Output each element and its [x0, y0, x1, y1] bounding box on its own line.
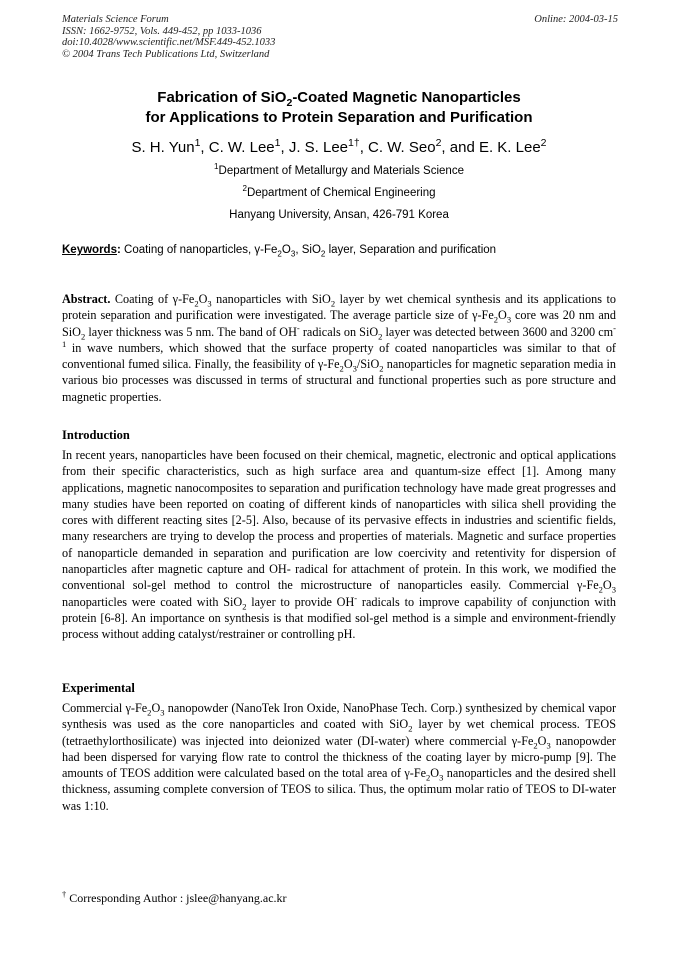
paper-title	[0, 88, 678, 128]
affiliation-1	[0, 164, 678, 178]
issn-line: ISSN: 1662-9752, Vols. 449-452, pp 1033-1036	[62, 25, 262, 37]
author-affiliation-mark: 2	[540, 137, 547, 149]
introduction-text: In recent years, nanoparticles have been focused on their chemical, magnetic, electronic and optical applications from their specific characteristics, such as high surface area and quantum-size effect [1]. Among many applications, magnetic nanocomposites to separation and purification technology have made great progresses and many studies have been reported on coating of different kinds of nanoparticles with silica shell providing the cores with different reacting sites [2-5]. Also, because of its pervasive effects in industries and scientific fields, many researchers are trying to develop the process and properties of materials. Magnetic and surface properties of nanoparticle demanded in separation and purification are low coercivity and retentivity for dispersion of nanoparticles after magnetic capture and OH- radical for attachment of protein. In this work, we modified the conventional sol-gel method to control the microstructure of nanoparticles easily. Commercial $\gamma-Fe_2O_3$ nanoparticles were coated with SiO$_2$ layer to provide OH- radicals to improve capability of conjunction with protein [6-8]. An importance on synthesis is that modified sol-gel method is a simple and environment-friendly process without adding catalyst/restrainer or controlling pH.	[62, 448, 616, 642]
keywords-label: Keywords	[62, 244, 117, 256]
keywords	[62, 243, 618, 257]
footnote-text[interactable]: Corresponding Author : jslee@hanyang.ac.kr	[66, 891, 287, 905]
title-line-2: for Applications to Protein Separation and Purification	[145, 109, 533, 126]
corresponding-author-footnote	[62, 890, 287, 906]
doi-line[interactable]: doi:10.4028/www.scientific.net/MSF.449-452.1033	[62, 37, 276, 48]
experimental-heading: Experimental	[62, 681, 135, 695]
keywords-text: Coating of nanoparticles, $\gamma-Fe_2O_3$, SiO$_2$ layer, Separation and purification	[120, 244, 497, 259]
journal-name: Materials Science Forum	[62, 14, 169, 25]
affiliation-3: Hanyang University, Ansan, 426-791 Korea	[229, 209, 449, 221]
title-subscript: 2	[286, 97, 293, 109]
author-name: E. K. Lee	[478, 139, 541, 156]
author-separator: ,	[280, 139, 289, 156]
author-separator: , and	[441, 139, 479, 156]
introduction-heading: Introduction	[62, 428, 130, 442]
abstract-text: Coating of $\gamma-Fe_2O_3$ nanoparticles with SiO$_2$ layer by wet chemical synthesis and its applications to protein separation and purification were investigated. The average particle size of $\gamma-Fe_2O_3$ core was 20 nm and SiO$_2$ layer thickness was 5 nm. The band of OH- radicals on SiO$_2$ layer was detected between 3600 and 3200 $cm^{-1}$ in wave numbers, which showed that the surface property of coated nanoparticles was similar to that of conventional fumed silica. Finally, the feasibility of $\gamma-Fe_2O_3/SiO_2$ nanoparticles for magnetic separation media in various bio processes was discussed in terms of structural and functional properties such as pore structure and magnetic properties.	[62, 292, 616, 404]
author-separator: ,	[359, 139, 369, 156]
author-name: C. W. Lee	[208, 139, 275, 156]
online-date: Online: 2004-03-15	[534, 14, 618, 25]
journal-header	[62, 14, 618, 60]
title-part-1: Fabrication of SiO	[157, 89, 287, 106]
author-name: S. H. Yun	[131, 139, 195, 156]
abstract	[62, 291, 616, 405]
keywords-colon: :	[116, 244, 121, 256]
affiliation-1-mark: 1	[214, 162, 219, 172]
title-part-2: -Coated Magnetic Nanoparticles	[292, 89, 521, 106]
author-name: C. W. Seo	[368, 139, 436, 156]
affiliation-1-text: Department of Metallurgy and Materials Science	[218, 165, 464, 177]
author-affiliation-mark: 1	[194, 137, 201, 149]
affiliation-2-mark: 2	[242, 184, 247, 194]
experimental-text: Commercial $\gamma-Fe_2O_3$ nanopowder (NanoTek Iron Oxide, NanoPhase Tech. Corp.) synthesized by chemical vapor synthesis was used as the core nanoparticles and coated with SiO$_2$ layer by wet chemical process. TEOS (tetraethylorthosilicate) was injected into deionized water (DI-water) where commercial $\gamma-Fe_2O_3$ nanopowder had been dispersed for varying flow rate to control the thickness of the coating layer by micro-pump [9]. The amounts of TEOS addition were calculated based on the total area of $\gamma-Fe_2O_3$ nanoparticles and the desired shell thickness, assuming complete conversion of TEOS to silica. Thus, the optimum molar ratio of TEOS to DI-water was 1:10.	[62, 701, 617, 813]
copyright-line: © 2004 Trans Tech Publications Ltd, Switzerland	[62, 48, 270, 60]
abstract-label: Abstract.	[62, 292, 111, 306]
footnote-mark: †	[62, 890, 67, 899]
author-affiliation-mark: 1	[274, 137, 281, 149]
author-separator: ,	[200, 139, 209, 156]
author-list	[0, 139, 678, 157]
author-name: J. S. Lee	[288, 139, 349, 156]
affiliation-2-text: Department of Chemical Engineering	[246, 187, 436, 199]
author-affiliation-mark: 2	[435, 137, 442, 149]
author-affiliation-mark: 1†	[348, 137, 360, 149]
affiliation-2	[0, 186, 678, 200]
